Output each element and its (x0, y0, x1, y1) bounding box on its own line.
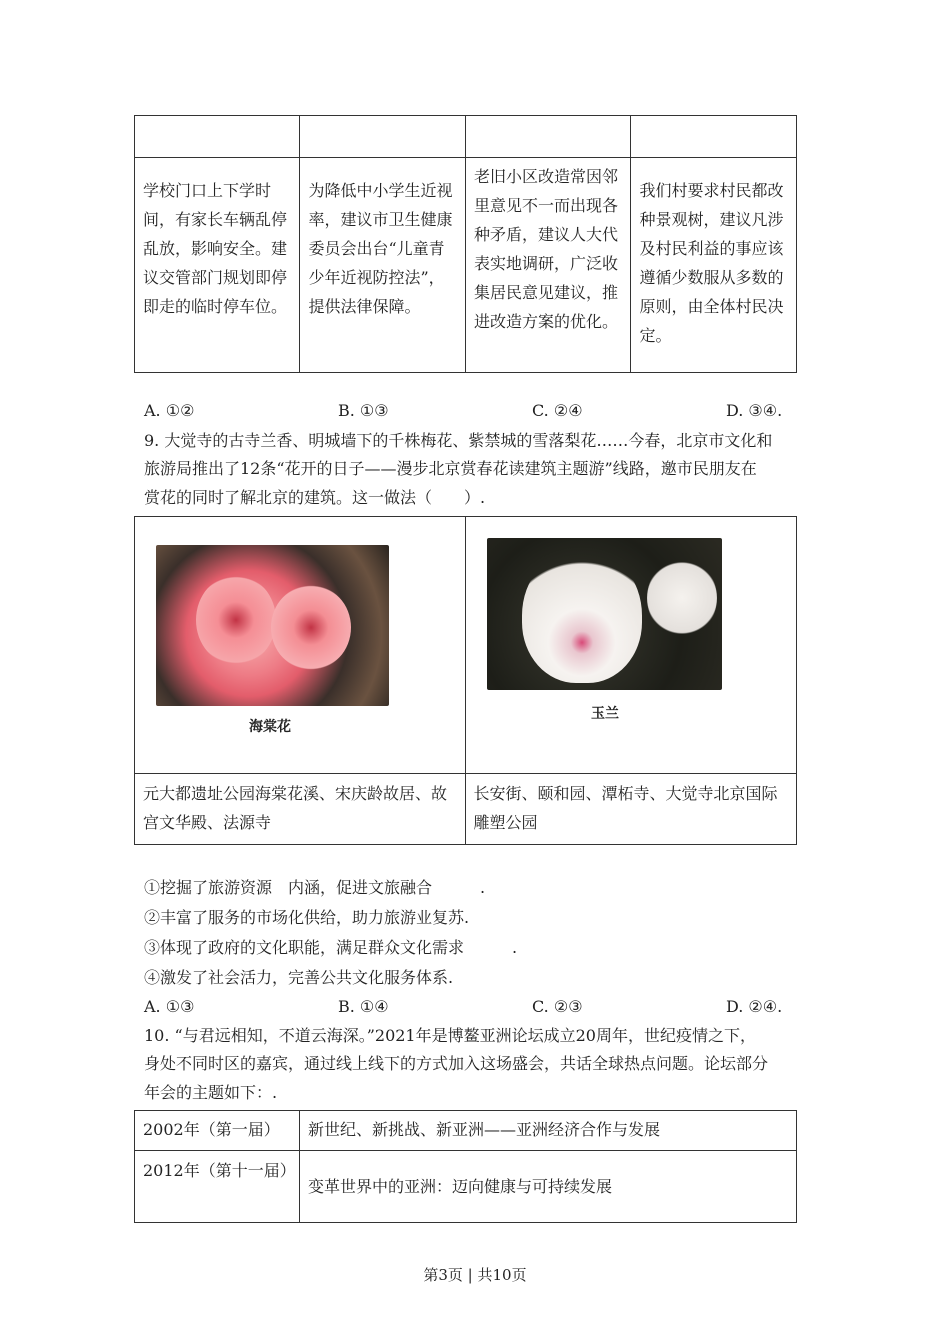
flower-places-cell: 元大都遗址公园海棠花溪、宋庆龄故居、故宫文华殿、法源寺 (135, 774, 466, 845)
proposal-cell-3: 老旧小区改造常因邻里意见不一而出现各种矛盾，建议人大代表实地调研，广泛收集居民意见建议，推进改造方案的优化。 (466, 158, 631, 373)
option-a[interactable]: A. ①② (144, 401, 195, 420)
statement: ④激发了社会活力，完善公共文化服务体系. (144, 968, 454, 987)
empty-header-cell (135, 116, 300, 158)
begonia-flower-image (156, 545, 389, 706)
year-cell: 2002年（第一届） (135, 1111, 300, 1151)
q10-stem-line: 身处不同时区的嘉宾，通过线上线下的方式加入这场盛会，共话全球热点问题。论坛部分 (144, 1054, 769, 1073)
option-a[interactable]: A. ①③ (144, 997, 195, 1016)
option-d[interactable]: D. ②④. (726, 997, 783, 1016)
statement: ②丰富了服务的市场化供给，助力旅游业复苏. (144, 908, 470, 927)
option-c[interactable]: C. ②③ (532, 997, 583, 1016)
q9-options (144, 992, 804, 1021)
flower-places-cell: 长安街、颐和园、潭柘寺、大觉寺北京国际雕塑公园 (465, 774, 797, 845)
empty-header-cell (466, 116, 631, 158)
q8-options (144, 396, 804, 425)
option-b[interactable]: B. ①③ (338, 401, 389, 420)
q9-stem-line: 9. 大觉寺的古寺兰香、明城墙下的千株梅花、紫禁城的雪落梨花……今春，北京市文化和 (144, 431, 773, 450)
q10-stem-line: 年会的主题如下：. (144, 1083, 278, 1102)
flower-caption: 海棠花 (249, 719, 291, 735)
empty-header-cell (300, 116, 466, 158)
proposal-cell-2: 为降低中小学生近视率，建议市卫生健康委员会出台“儿童青少年近视防控法”，提供法律保障。 (300, 158, 466, 373)
q9-stem-line: 旅游局推出了12条“花开的日子——漫步北京赏春花读建筑主题游”线路，邀市民朋友在 (144, 459, 757, 478)
q9-stem-line: 赏花的同时了解北京的建筑。这一做法（ ）. (144, 488, 486, 507)
page-footer: 第3页 | 共10页 (423, 1266, 527, 1284)
statement: ③体现了政府的文化职能，满足群众文化需求 . (144, 938, 518, 957)
proposal-cell-4: 我们村要求村民都改种景观树，建议凡涉及村民利益的事应该遵循少数服从多数的原则，由全体村民决定。 (631, 158, 797, 373)
statement: ①挖掘了旅游资源 内涵，促进文旅融合 . (144, 878, 486, 897)
option-c[interactable]: C. ②④ (532, 401, 583, 420)
proposals-table (134, 115, 797, 373)
magnolia-flower-image (487, 538, 722, 690)
flower-caption: 玉兰 (591, 706, 619, 722)
empty-header-cell (631, 116, 797, 158)
forum-themes-table (134, 1110, 797, 1223)
option-d[interactable]: D. ③④. (726, 401, 783, 420)
theme-cell: 变革世界中的亚洲：迈向健康与可持续发展 (300, 1151, 797, 1223)
theme-cell: 新世纪、新挑战、新亚洲——亚洲经济合作与发展 (300, 1111, 797, 1151)
option-b[interactable]: B. ①④ (338, 997, 389, 1016)
q10-stem-line: 10. “与君远相知，不道云海深。”2021年是博鳌亚洲论坛成立20周年，世纪疫情之下， (144, 1026, 756, 1045)
proposal-cell-1: 学校门口上下学时间，有家长车辆乱停乱放，影响安全。建议交管部门规划即停即走的临时停车位。 (135, 158, 300, 373)
year-cell: 2012年（第十一届） (135, 1151, 300, 1223)
